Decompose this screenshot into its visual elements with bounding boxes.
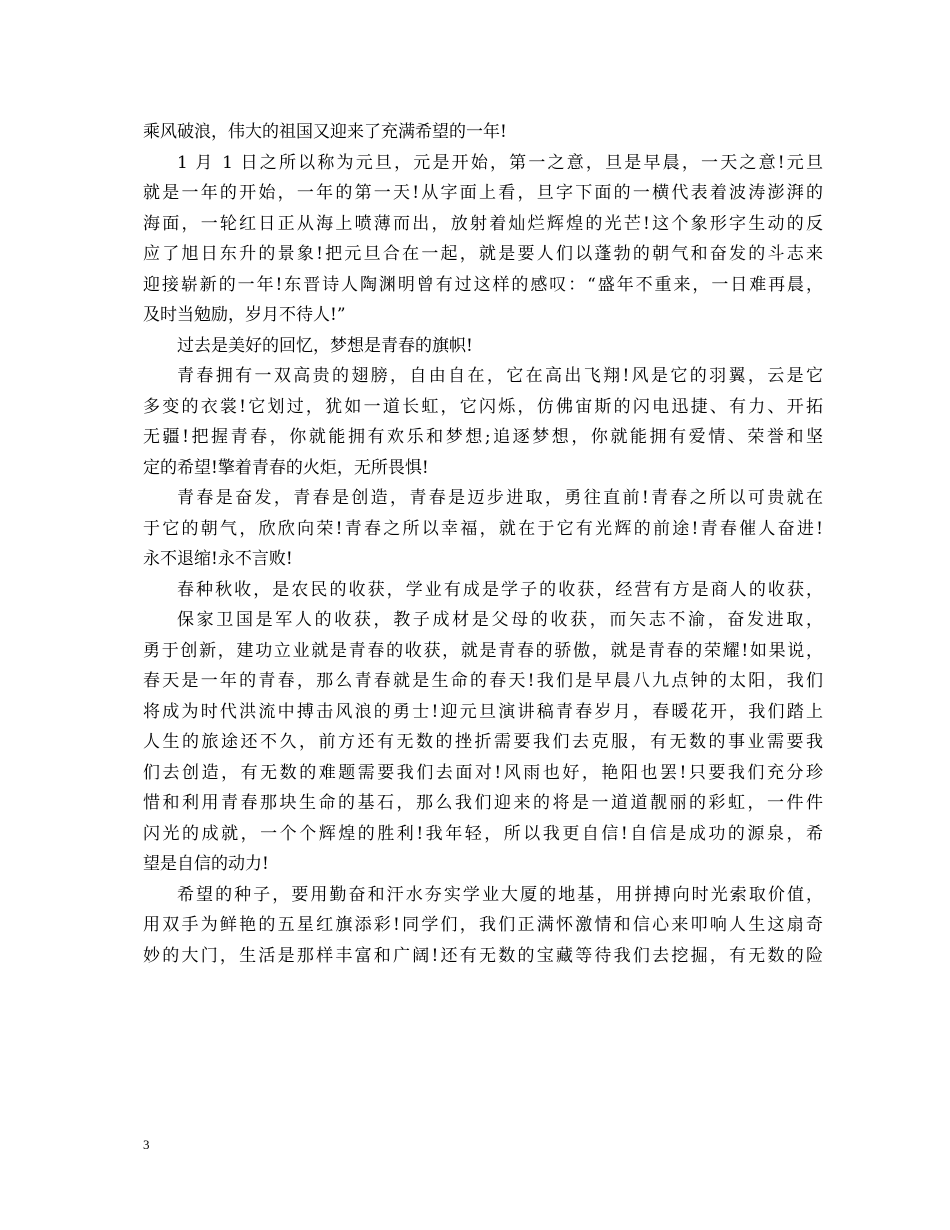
text-line: 勇于创新，建功立业就是青春的收获，就是青春的骄傲，就是青春的荣耀!如果说， bbox=[143, 640, 823, 661]
text-line: 于它的朝气，欣欣向荣!青春之所以幸福，就在于它有光辉的前途!青春催人奋进! bbox=[143, 518, 823, 539]
document-body bbox=[143, 117, 823, 971]
page-number: 3 bbox=[143, 1137, 150, 1152]
text-line: 过去是美好的回忆，梦想是青春的旗帜! bbox=[177, 335, 473, 356]
text-line: 1 月 1 日之所以称为元旦，元是开始，第一之意，旦是早晨，一天之意!元旦 bbox=[177, 152, 823, 173]
text-line: 妙的大门，生活是那样丰富和广阔!还有无数的宝藏等待我们去挖掘，有无数的险 bbox=[143, 945, 823, 966]
text-line: 们去创造，有无数的难题需要我们去面对!风雨也好，艳阳也罢!只要我们充分珍 bbox=[143, 762, 823, 783]
text-line: 及时当勉励，岁月不待人!” bbox=[143, 305, 346, 325]
text-line: 希望的种子，要用勤奋和汗水夯实学业大厦的地基，用拼搏向时光索取价值， bbox=[177, 884, 823, 905]
text-line: 应了旭日东升的景象!把元旦合在一起，就是要人们以蓬勃的朝气和奋发的斗志来 bbox=[143, 244, 823, 264]
text-line: 惜和利用青春那块生命的基石，那么我们迎来的将是一道道靓丽的彩虹，一件件 bbox=[143, 793, 823, 813]
text-line: 将成为时代洪流中搏击风浪的勇士!迎元旦演讲稿青春岁月，春暖花开，我们踏上 bbox=[143, 701, 823, 722]
text-line: 望是自信的动力! bbox=[143, 854, 269, 874]
text-line: 保家卫国是军人的收获，教子成材是父母的收获，而矢志不渝，奋发进取， bbox=[177, 610, 823, 630]
text-line: 就是一年的开始，一年的第一天!从字面上看，旦字下面的一横代表着波涛澎湃的 bbox=[143, 183, 823, 203]
text-line: 青春是奋发，青春是创造，青春是迈步进取，勇往直前!青春之所以可贵就在 bbox=[177, 488, 823, 508]
text-line: 用双手为鲜艳的五星红旗添彩!同学们，我们正满怀激情和信心来叩响人生这扇奇 bbox=[143, 915, 823, 935]
text-line: 定的希望!擎着青春的火炬，无所畏惧! bbox=[143, 457, 429, 478]
text-line: 春种秋收，是农民的收获，学业有成是学子的收获，经营有方是商人的收获， bbox=[177, 579, 823, 600]
text-line: 闪光的成就，一个个辉煌的胜利!我年轻，所以我更自信!自信是成功的源泉，希 bbox=[143, 823, 823, 844]
text-line: 迎接崭新的一年!东晋诗人陶渊明曾有过这样的感叹：“盛年不重来，一日难再晨， bbox=[143, 274, 823, 295]
text-line: 无疆!把握青春，你就能拥有欢乐和梦想;追逐梦想，你就能拥有爱情、荣誉和坚 bbox=[143, 427, 823, 447]
text-line: 多变的衣裳!它划过，犹如一道长虹，它闪烁，仿佛宙斯的闪电迅捷、有力、开拓 bbox=[143, 396, 823, 417]
text-line: 永不退缩!永不言败! bbox=[143, 549, 293, 569]
text-line: 乘风破浪，伟大的祖国又迎来了充满希望的一年! bbox=[143, 122, 507, 142]
text-line: 青春拥有一双高贵的翅膀，自由自在，它在高出飞翔!风是它的羽翼，云是它 bbox=[177, 366, 823, 386]
text-line: 人生的旅途还不久，前方还有无数的挫折需要我们去克服，有无数的事业需要我 bbox=[143, 732, 823, 752]
text-line: 春天是一年的青春，那么青春就是生命的春天!我们是早晨八九点钟的太阳，我们 bbox=[143, 671, 823, 691]
text-line: 海面，一轮红日正从海上喷薄而出，放射着灿烂辉煌的光芒!这个象形字生动的反 bbox=[143, 213, 823, 234]
